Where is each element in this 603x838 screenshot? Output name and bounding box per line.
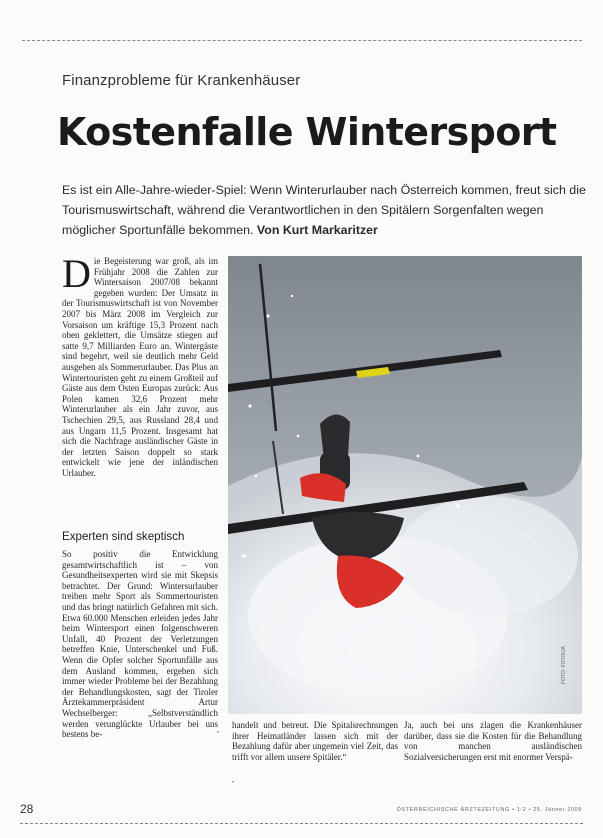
snowflake <box>248 404 251 407</box>
skier-photo <box>228 256 582 714</box>
byline: Von Kurt Markaritzer <box>256 223 378 237</box>
skier-illustration <box>228 256 582 714</box>
snow-cloud-2 <box>398 496 578 616</box>
body-text-4: Ja, auch bei uns zlagen die Krankenhäuser darüber, dass sie die Kosten für die Behandlung von manchen ausländischen Sozialversicherungen erst mit enormer Verspä- <box>404 720 582 762</box>
article-lead <box>62 180 587 240</box>
body-column-1-bottom <box>62 549 218 740</box>
lead-text: Es ist ein Alle-Jahre-wieder-Spiel: Wenn Winterurlauber nach Österreich kommen, freut sich die Tourismuswirtschaft, während die Verantwortlichen in den Spitälern Sorgenfalten wegen möglicher Sportunfälle bekommen. <box>62 183 586 237</box>
snowflake <box>297 435 300 438</box>
section-subhead: Experten sind skeptisch <box>62 530 185 543</box>
top-rule <box>22 40 582 41</box>
snowflake <box>255 475 257 477</box>
article-kicker: Finanzprobleme für Krankenhäuser <box>62 72 301 89</box>
snowflake <box>527 535 530 538</box>
photo-credit: FOTO: FOTOLIA <box>561 646 567 684</box>
column-bullet-2: • <box>232 780 235 786</box>
column-bullet: • <box>217 730 220 736</box>
snowflake <box>456 504 460 508</box>
body-column-2 <box>232 720 398 762</box>
body-text-1: ie Begeisterung war groß, als im Frühjahr 2008 die Zahlen zur Wintersaison 2007/08 bekannt gegeben wurden: Der Umsatz in der Tourismuswirtschaft ist von November 2007 bis März 2008 im Vergleich zur Vorsaison um kräftige 15,3 Prozent nach oben geklettert, die Umsätze stiegen auf satte 9,7 Milliarden Euro an. Wintergäste sind begehrt, weil sie deutlich mehr Geld ausgeben als Sommerurlauber. Das Plus an Wintertouristen geht zu einem Großteil auf Gäste aus dem Osten Europas zurück: Aus Polen kamen 32,6 Prozent mehr Winterurlauber als ein Jahr zuvor, aus Tschechien 29,5, aus Russland 28,4 und aus Ungarn 11,5 Prozent. Insgesamt hat sich die Nachfrage ausländischer Gäste in der letzten Saison doppelt so stark entwickelt wie jene der inländischen Urlauber. <box>62 256 218 478</box>
bottom-rule <box>20 823 583 824</box>
body-text-3: handelt und betreut. Die Spitalsrechnungen ihrer Heimatländer lassen sich mit der Bezahlung dafür aber ungemein viel Zeit, das trifft vor allem unsere Spitäler.“ <box>232 720 398 762</box>
article-headline: Kostenfalle Wintersport <box>57 110 557 154</box>
snowflake <box>242 554 246 558</box>
page-number: 28 <box>20 802 34 816</box>
body-column-3 <box>404 720 582 762</box>
snowflake <box>291 295 293 297</box>
body-column-1-top <box>62 251 218 478</box>
drop-cap: D <box>62 251 91 296</box>
snowflake <box>267 315 270 318</box>
body-text-2: So positiv die Entwicklung gesamtwirtschaftlich ist – von Gesundheitsexperten wird sie mit Skepsis betrachtet. Der Grund: Wintersurlauber treiben mehr Sport als Sommertouristen und das bringt natürlich Gefahren mit sich. Etwa 60.000 Menschen erleiden jedes Jahr beim Wintersport einen folgenschweren Unfall, 40 Prozent der Verletzungen betreffen Knie, Unterschenkel und Fuß. Wenn die Opfer solcher Sportunfälle aus dem Ausland kommen, ergeben sich immer wieder Probleme bei der Bezahlung der Behandlungskosten, sagt der Tiroler Ärztekammerpräsident Artur Wechselberger: „Selbstverständlich werden verunglückte Urlauber bei uns bestens be- <box>62 549 218 740</box>
snowflake <box>417 455 420 458</box>
publication-footer: ÖSTERREICHISCHE ÄRZTEZEITUNG • 1-2 • 25. Jänner 2009 <box>396 807 582 813</box>
